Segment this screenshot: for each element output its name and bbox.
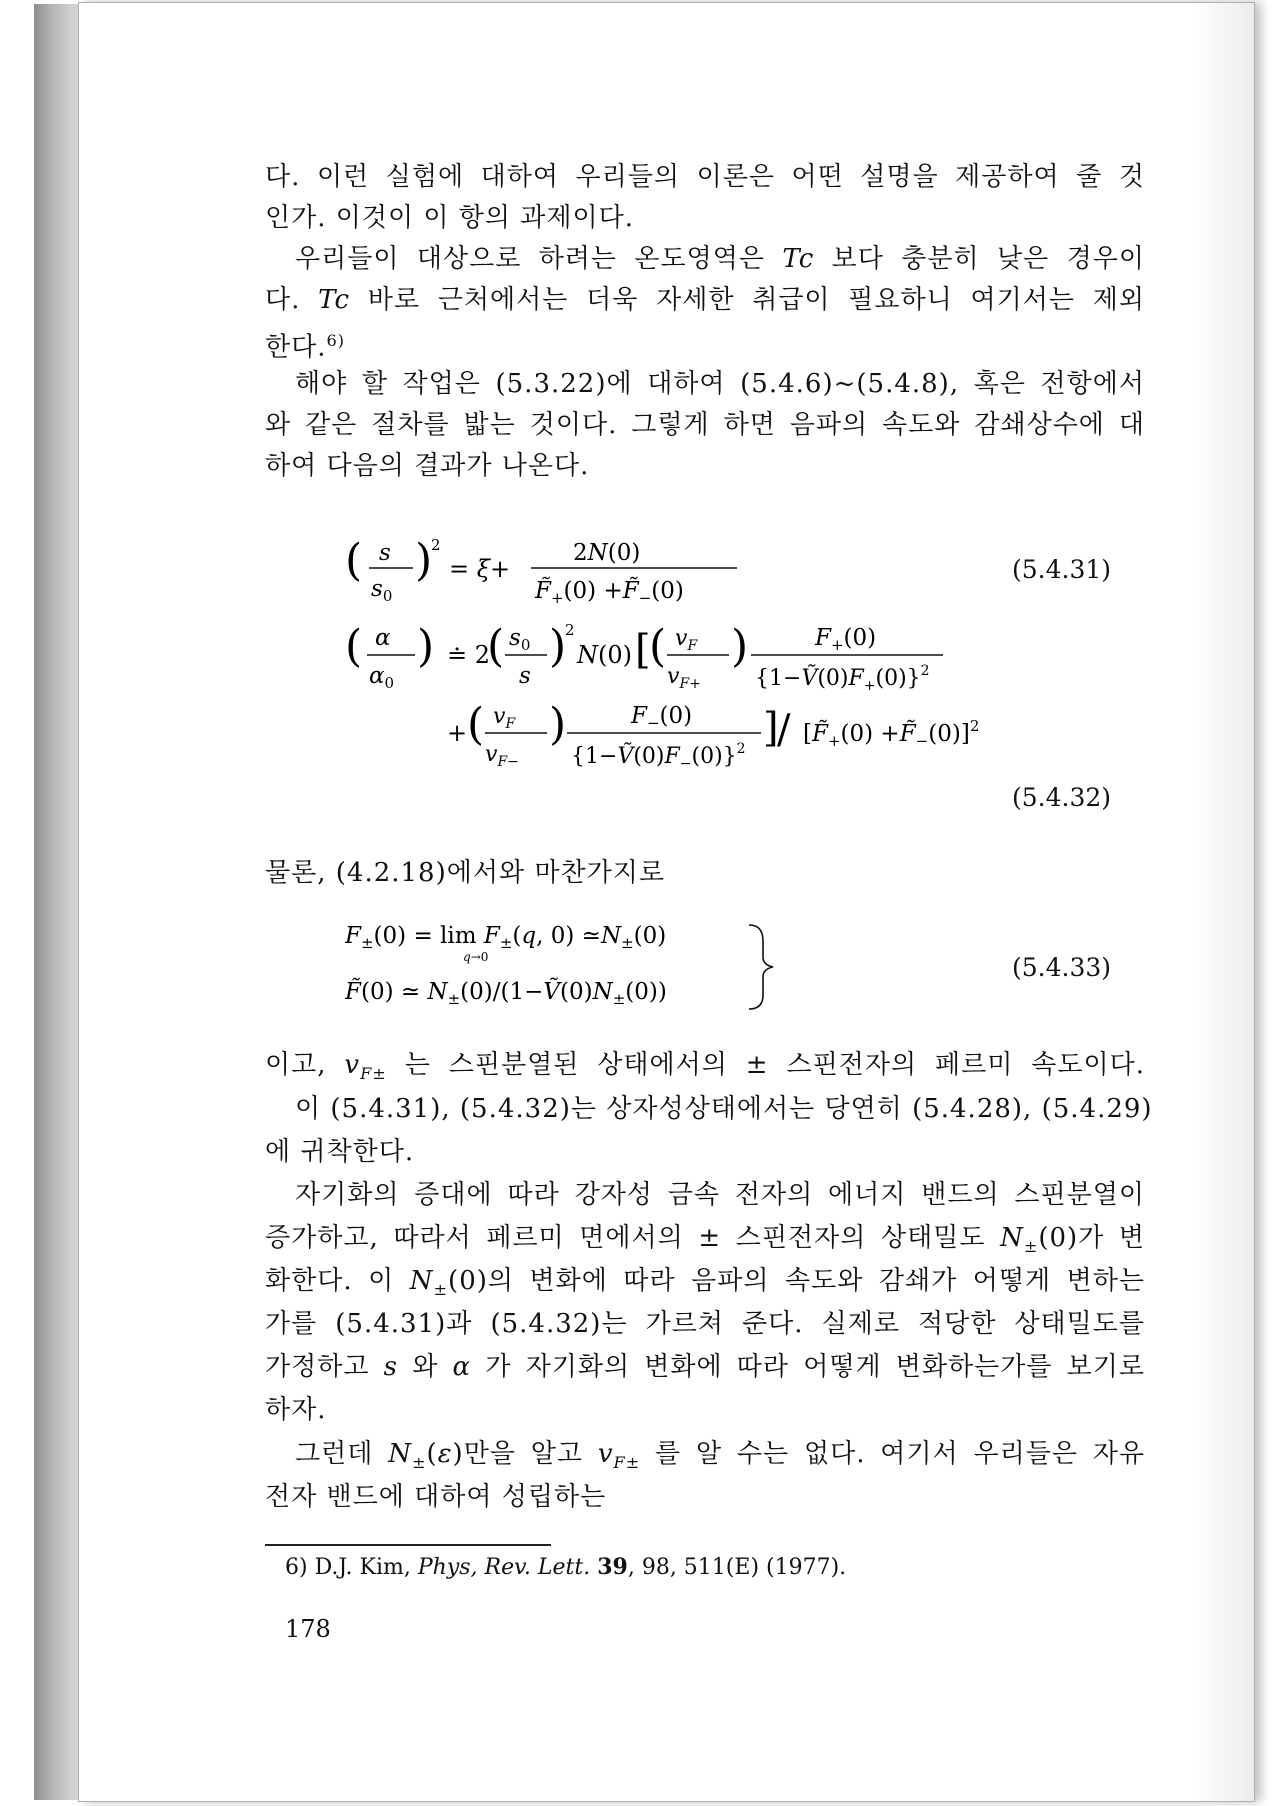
equation-5-4-32-line2 (447, 693, 1047, 771)
text-segment: 증가하고, 따라서 페르미 면에서의 ± 스핀전자의 상태밀도 $N_\pm(0)$가 변 (265, 1223, 1145, 1257)
text-line (265, 1220, 1145, 1265)
svg-text:+: + (447, 719, 468, 747)
svg-text:≐ 2: ≐ 2 (447, 641, 491, 669)
svg-text:s0: $s_0$ (371, 576, 393, 605)
text-segment: 우리들이 대상으로 하려는 온도영역은 Tc 보다 충분히 낮은 경우이 (295, 244, 1145, 274)
svg-text:{1−Ṽ(0)F+(0)}2: $\{1-Ṽ(0)F_+(0)\}^2$ (755, 663, 930, 693)
svg-text:α0: $\alpha_0$ (369, 663, 395, 692)
text-line: 인가. 이것이 이 항의 과제이다. (265, 203, 634, 233)
footnote-text: 6) D.J. Kim, Phys, Rev. Lett. 39, 98, 511(E) (1977). (285, 1554, 847, 1580)
svg-text:2: 2 (565, 621, 575, 639)
svg-text:): ) (549, 621, 567, 672)
text-line: 자기화의 증대에 따라 강자성 금속 전자의 에너지 밴드의 스핀분열이 (295, 1180, 1145, 1210)
svg-text:2: 2 (431, 536, 441, 554)
svg-text:s: s (519, 663, 531, 689)
book-page (78, 2, 1255, 1802)
text-line: 이 (5.4.31), (5.4.32)는 상자성상태에서는 당연히 (5.4.28), (5.4.29) (295, 1094, 1153, 1124)
footnote-ref: 6) (326, 331, 346, 350)
svg-text:): ) (549, 699, 567, 750)
text-line: 해야 할 작업은 (5.3.22)에 대하여 (5.4.6)~(5.4.8), 혹은 전항에서 (295, 369, 1145, 399)
svg-text:α: α (375, 625, 391, 651)
text-line: 다. 이런 실험에 대하여 우리들의 이론은 어떤 설명을 제공하여 줄 것 (265, 162, 1145, 192)
text-line (265, 1047, 1145, 1092)
footnote (285, 1554, 846, 1580)
text-line (295, 1436, 1145, 1481)
text-line: 가를 (5.4.31)과 (5.4.32)는 가르쳐 준다. 실제로 적당한 상태밀도를 (265, 1309, 1145, 1339)
text-segment: 한다. (265, 332, 327, 363)
text-segment: 이고, $v_{F\pm}$ 는 스핀분열된 상태에서의 ± 스핀전자의 페르미 속도이다. (265, 1050, 1145, 1084)
svg-text:[: [ (635, 627, 651, 673)
svg-text:(: ( (345, 535, 363, 586)
svg-text:vF: $v_F$ (493, 704, 516, 732)
text-line: 전자 밴드에 대하여 성립하는 (265, 1482, 607, 1512)
text-line: 와 같은 절차를 밟는 것이다. 그렇게 하면 음파의 속도와 감쇄상수에 대 (265, 410, 1145, 440)
svg-text:): ) (417, 621, 435, 672)
text-segment: 다. Tc 바로 근처에서는 더욱 자세한 취급이 필요하니 여기서는 제외 (265, 285, 1145, 315)
svg-text:{1−Ṽ(0)F−(0)}2: $\{1-Ṽ(0)F_-(0)\}^2$ (571, 741, 746, 771)
page-shade (1194, 3, 1254, 1801)
equation-number: (5.4.33) (1012, 953, 1112, 982)
svg-text:= ξ+: = ξ+ (449, 555, 511, 583)
svg-text:(: ( (345, 621, 363, 672)
svg-text:): ) (731, 621, 749, 672)
svg-text:s: s (379, 540, 391, 566)
svg-text:F±(0) = lim F±(q, 0) ≃N±(0): $F_\pm(0) = \lim F_\pm(q$, 0) $≃N_\pm(0)$ (345, 923, 667, 952)
page-number: 178 (285, 1615, 331, 1643)
equation-number: (5.4.32) (1012, 783, 1112, 812)
svg-text:F−(0): $F_-(0)$ (631, 703, 693, 732)
text-line (295, 241, 1145, 277)
svg-text:N(0): N(0) (577, 641, 632, 669)
text-segment: 가정하고 s 와 α 가 자기화의 변화에 따라 어떻게 변화하는가를 보기로 (265, 1352, 1146, 1382)
svg-text:(: ( (649, 621, 667, 672)
equation-5-4-32-line1 (345, 615, 945, 693)
svg-text:]: ] (763, 705, 779, 751)
svg-text:F̃+(0) +F̃−(0): $F̃_+(0)$ $+F̃_-(0)$ (535, 578, 684, 607)
svg-text:(: ( (467, 699, 485, 750)
text-line (265, 1349, 1145, 1385)
svg-text:vF−: $v_{F-}$ (485, 742, 519, 770)
equation-number: (5.4.31) (1012, 555, 1112, 584)
text-line (265, 323, 1145, 366)
svg-text:): ) (415, 535, 433, 586)
text-line: 하자. (265, 1395, 327, 1425)
equation-5-4-31 (345, 528, 765, 608)
text-line: 물론, (4.2.18)에서와 마찬가지로 (265, 858, 665, 888)
svg-text:F̃(0) ≃ N±(0)/(1−Ṽ(0)N±(0)): F̃(0) ≃ $N_\pm(0)/(1-Ṽ(0)N_\pm(0))$ (345, 979, 667, 1008)
svg-text:[F̃+(0) +F̃−(0)]2: [$F̃_+(0)$ $+F̃_-(0)]^2$ (803, 717, 980, 750)
svg-text:vF: $v_F$ (675, 626, 698, 654)
book-spine (34, 4, 78, 1800)
footnote-rule (265, 1544, 551, 1546)
text-line: 에 귀착한다. (265, 1137, 415, 1167)
text-line (265, 1263, 1145, 1308)
svg-text:2N(0): 2N(0) (573, 540, 641, 566)
text-line (265, 282, 1145, 318)
svg-text:vF+: $v_{F+}$ (667, 664, 701, 692)
text-line: 하여 다음의 결과가 나온다. (265, 451, 590, 481)
svg-text:q→0: q→0 (463, 950, 489, 964)
text-segment: 그런데 $N_\pm(\varepsilon)$만을 알고 $v_{F\pm}$ 를 알 수는 없다. 여기서 우리들은 자유 (295, 1439, 1145, 1473)
equation-5-4-33 (345, 911, 805, 1019)
svg-text:F+(0): $F_+(0)$ (815, 625, 877, 654)
svg-text:/: / (777, 707, 791, 753)
text-segment: 화한다. 이 $N_\pm(0)$의 변화에 따라 음파의 속도와 감쇄가 어떻게 변하는 (265, 1266, 1146, 1300)
svg-text:s0: $s_0$ (509, 625, 531, 654)
svg-text:(: ( (487, 621, 505, 672)
